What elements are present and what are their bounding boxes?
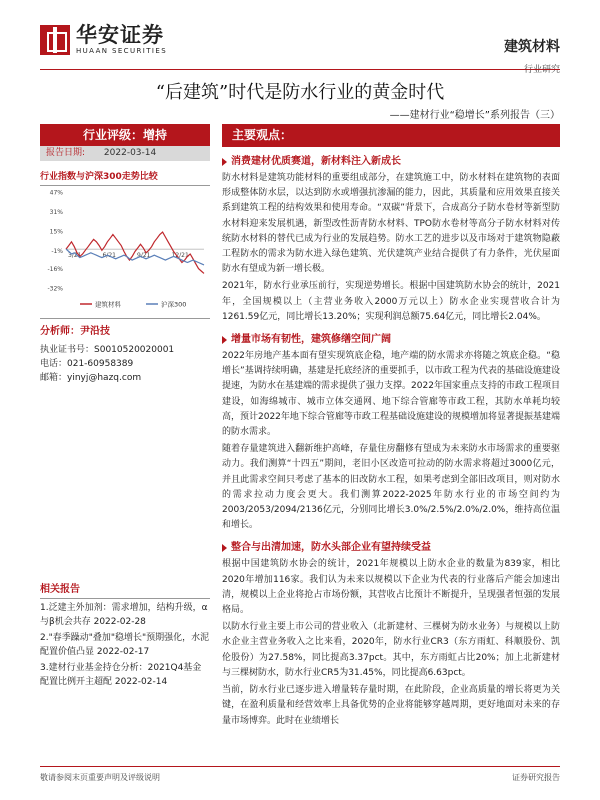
analyst-email[interactable]: 邮箱：yinyj@hazq.com	[40, 373, 142, 383]
industry-rating: 行业评级：增持	[40, 124, 210, 146]
x-tick-label: 9/21	[137, 252, 151, 260]
x-tick-label: 3/21	[68, 252, 82, 260]
section-title	[222, 541, 560, 555]
company-logo	[40, 24, 167, 56]
chart-svg	[40, 186, 210, 314]
main-points-header: 主要观点：	[222, 124, 560, 146]
header-divider	[40, 69, 560, 70]
section-title-text: 增量市场有韧性，建筑修缮空间广阔	[231, 334, 391, 346]
report-title: “后建筑”时代是防水行业的黄金时代	[155, 82, 445, 103]
y-tick-label: -1%	[51, 247, 63, 255]
report-date	[40, 146, 210, 161]
section-title	[222, 333, 560, 347]
x-tick-label: 12/21	[171, 252, 189, 260]
y-tick-label: 15%	[49, 228, 63, 236]
report-type-label: 行业研究	[523, 65, 560, 75]
y-tick-label: 47%	[49, 189, 63, 197]
y-tick-label: -16%	[47, 266, 63, 274]
related-reports	[40, 580, 210, 689]
section-title-text: 整合与出清加速，防水头部企业有望持续受益	[231, 542, 431, 554]
triangle-bullet-icon	[222, 336, 227, 344]
section-title-text: 消费建材优质赛道，新材料注入新成长	[231, 156, 401, 167]
legend-label: 建筑材料	[95, 300, 121, 309]
company-name-cn: 华安证券	[76, 22, 164, 47]
section-paragraph: 随着存量建筑进入翻新维护高峰，存量住房翻修有望成为未来防水市场需求的重要驱动力。我们测算“十四五”期间，老旧小区改造可拉动的防水需求将超过3000亿元，并且此需求空间只考虑了基本的旧改防水工程，如果考虑到全部旧改项目，则对防水的需求拉动力度会更大。我们测算2022-2025年防水行业的市场空间约为2003/2053/2094/2136亿元，分别同比增长3.0%/2.5%/2.0%/2.0%，维持高位温和增长。	[222, 444, 560, 531]
report-date-value: 2022-03-14	[103, 148, 157, 158]
section-paragraph: 2021年，防水行业承压前行，实现逆势增长。根据中国建筑防水协会的统计，2021年，全国规模以上（主营业务收入2000万元以上）防水企业实现营收合计为1261.59亿元，同比增长13.20%；实现利润总额75.64亿元，同比增长2.04%。	[222, 281, 560, 322]
footer-report-label: 证券研究报告	[512, 773, 560, 782]
logo-mark-icon	[40, 25, 70, 55]
company-name-en: HUAAN SECURITIES	[76, 47, 168, 55]
analyst-block	[40, 318, 210, 385]
section-paragraph: 防水材料是建筑功能材料的重要组成部分，在建筑施工中，防水材料在建筑物的表面形成整体防水层，以达到防水或增强抗渗漏的能力，因此，其质量和应用效果直接关系到建筑工程的结构效果和使用寿命。“双碳”背景下，合成高分子防水卷材等新型防水材料迎来发展机遇，新型改性沥青防水材料、TPO防水卷材等高分子防水材料对传统防水材料的替代已成为行业的发展趋势。防水工艺的进步以及市场对于建筑物隐蔽工程防水的需求为防水进入绿色建筑、光伏建筑产业结合提供了有力条件，光伏屋面防水有望成为新一增长极。	[222, 173, 560, 275]
analyst-phone: 电话：021-60958389	[40, 359, 134, 369]
related-report-item[interactable]: 2."春季躁动"叠加"稳增长"预期强化，水泥配置价值凸显 2022-02-17	[40, 633, 210, 657]
x-tick-label: 6/21	[102, 252, 116, 260]
main-header-divider	[222, 146, 560, 147]
footer-divider	[40, 766, 560, 767]
index-comparison-chart	[40, 186, 210, 314]
section-paragraph: 根据中国建筑防水协会的统计，2021年规模以上防水企业的数量为839家，相比2020年增加116家。我们认为未来以规模以下企业为代表的行业落后产能会加速出清，规模以上企业将抢占市场份额，其营收占比预计不断提升，呈现强者恒强的发展格局。	[222, 559, 560, 616]
sector-label: 建筑材料	[504, 39, 560, 55]
related-report-item[interactable]: 1.泛建主外加剂：需求增加，结构升级，α与β机会共存 2022-02-28	[40, 603, 208, 627]
section-paragraph: 2022年房地产基本面有望实现筑底企稳，地产端的防水需求亦将随之筑底企稳。“稳增长”基调持续明确，基建是托底经济的重要抓手，以市政工程为代表的基础设施建设提速，为防水在基建端的需求提供了强力支撑。2022年国家重点支持的市政工程项目建设，如海绵城市、城市立体交通网、地下综合管廊等市政工程，其防水单耗均较高，预计2022年地下综合管廊等市政工程基础设施建设的规模增加将显著提振基建端的防水需求。	[222, 351, 560, 438]
analyst-name: 分析师：尹沿技	[40, 326, 110, 337]
chart-title: 行业指数与沪深300走势比较	[40, 169, 210, 186]
section-paragraph: 以防水行业主要上市公司的营业收入（北新建材、三棵树为防水业务）与规模以上防水企业主营业务收入之比来看，2020年，防水行业CR3（东方雨虹、科顺股份、凯伦股份）为27.58%，同比提高3.37pct。其中，东方雨虹占比20%；加上北新建材与三棵树防水，防水行业CR5为31.45%，同比提高6.63pct。	[222, 622, 560, 678]
report-subtitle: ——建材行业“稳增长”系列报告（三）	[389, 110, 560, 121]
related-report-item[interactable]: 3.建材行业基金持仓分析：2021Q4基金配置比例开主超配 2022-02-14	[40, 663, 202, 687]
section-title	[222, 155, 560, 169]
report-date-label: 报告日期:	[46, 148, 86, 158]
related-reports-title: 相关报告	[40, 580, 210, 599]
main-content	[222, 124, 560, 729]
footer-disclaimer: 敬请参阅末页重要声明及评级说明	[40, 773, 160, 782]
section-paragraph: 当前，防水行业已逐步进入增量转存量时期，在此阶段，企业高质量的增长将更为关键，在盈利质量和经营效率上具备优势的企业将能够穿越周期，更好地面对未来的存量市场博弈。此时在业绩增长	[222, 685, 560, 726]
y-tick-label: -32%	[47, 285, 63, 293]
left-sidebar	[40, 124, 210, 385]
legend-label: 沪深300	[161, 300, 187, 309]
triangle-bullet-icon	[222, 544, 227, 552]
triangle-bullet-icon	[222, 158, 227, 166]
analyst-cert: 执业证书号：S0010520020001	[40, 345, 175, 355]
y-tick-label: 31%	[49, 208, 63, 216]
